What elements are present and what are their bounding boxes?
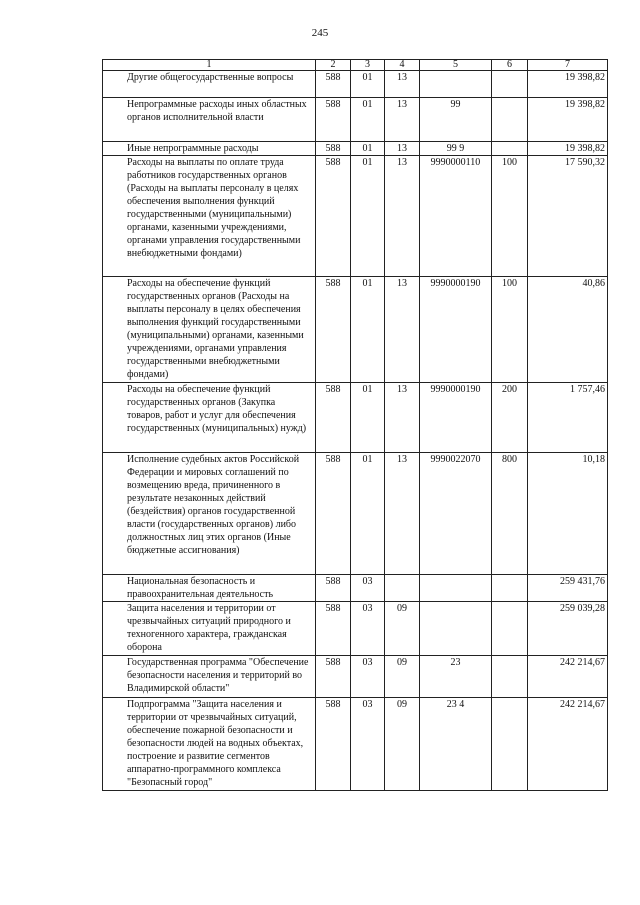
row-col3: 03	[351, 698, 385, 791]
row-col7: 1 757,46	[528, 383, 608, 453]
row-col4: 09	[385, 656, 420, 698]
row-col2: 588	[316, 698, 351, 791]
row-col6: 800	[492, 453, 528, 575]
row-col4: 09	[385, 698, 420, 791]
row-col4: 13	[385, 98, 420, 142]
row-col6	[492, 698, 528, 791]
row-col2: 588	[316, 277, 351, 383]
row-col3: 01	[351, 142, 385, 156]
table-row	[103, 453, 608, 575]
row-col2: 588	[316, 453, 351, 575]
header-cell-5: 5	[420, 60, 492, 71]
row-col5: 23	[420, 656, 492, 698]
row-col7: 242 214,67	[528, 698, 608, 791]
row-name: Государственная программа "Обеспечение безопасности населения и территорий во Владимирской области"	[103, 656, 316, 698]
row-col6: 200	[492, 383, 528, 453]
row-col5: 9990000190	[420, 383, 492, 453]
header-cell-6: 6	[492, 60, 528, 71]
row-col5: 9990000190	[420, 277, 492, 383]
row-col7: 259 431,76	[528, 575, 608, 602]
row-col5: 99	[420, 98, 492, 142]
row-col7: 259 039,28	[528, 602, 608, 656]
row-name: Защита населения и территории от чрезвычайных ситуаций природного и техногенного характера, гражданская оборона	[103, 602, 316, 656]
table-row	[103, 698, 608, 791]
table-row	[103, 142, 608, 156]
row-col4	[385, 575, 420, 602]
row-col6	[492, 142, 528, 156]
row-col3: 01	[351, 383, 385, 453]
page-number: 245	[311, 27, 329, 39]
row-col2: 588	[316, 156, 351, 277]
row-col3: 01	[351, 453, 385, 575]
row-name: Расходы на обеспечение функций государственных органов (Расходы на выплаты персоналу в целях обеспечения выполнения функций государственными (муниципальными) органами, казенными учреждениями, органами управления государственными внебюджетными фондами)	[103, 277, 316, 383]
row-col2: 588	[316, 142, 351, 156]
row-col2: 588	[316, 383, 351, 453]
row-col7: 19 398,82	[528, 142, 608, 156]
row-name: Национальная безопасность и правоохранительная деятельность	[103, 575, 316, 602]
row-col3: 01	[351, 277, 385, 383]
row-col6	[492, 71, 528, 98]
row-col4: 13	[385, 383, 420, 453]
row-col3: 01	[351, 71, 385, 98]
row-col4: 09	[385, 602, 420, 656]
header-cell-7: 7	[528, 60, 608, 71]
row-col6	[492, 656, 528, 698]
table-row	[103, 156, 608, 277]
row-col2: 588	[316, 575, 351, 602]
row-col7: 10,18	[528, 453, 608, 575]
table-row	[103, 383, 608, 453]
row-col7: 19 398,82	[528, 98, 608, 142]
row-col2: 588	[316, 602, 351, 656]
row-col2: 588	[316, 71, 351, 98]
row-name: Подпрограмма "Защита населения и территории от чрезвычайных ситуаций, обеспечение пожарной безопасности и безопасности людей на водных объектах, построение и развитие сегментов аппаратно-программного комплекса "Безопасный город"	[103, 698, 316, 791]
table-row	[103, 71, 608, 98]
table-row	[103, 277, 608, 383]
row-col5	[420, 71, 492, 98]
row-col3: 01	[351, 156, 385, 277]
row-col5: 23 4	[420, 698, 492, 791]
header-cell-1: 1	[103, 60, 316, 71]
row-col5: 99 9	[420, 142, 492, 156]
table-header-row	[103, 60, 608, 71]
row-col5: 9990000110	[420, 156, 492, 277]
header-cell-3: 3	[351, 60, 385, 71]
row-col4: 13	[385, 156, 420, 277]
row-col6	[492, 575, 528, 602]
row-col4: 13	[385, 71, 420, 98]
row-name: Непрограммные расходы иных областных органов исполнительной власти	[103, 98, 316, 142]
header-cell-4: 4	[385, 60, 420, 71]
row-col7: 242 214,67	[528, 656, 608, 698]
table-row	[103, 98, 608, 142]
row-col6	[492, 602, 528, 656]
row-col6: 100	[492, 277, 528, 383]
row-col7: 17 590,32	[528, 156, 608, 277]
budget-table	[102, 59, 608, 791]
table-row	[103, 575, 608, 602]
row-name: Расходы на обеспечение функций государственных органов (Закупка товаров, работ и услуг для обеспечения государственных (муниципальных) нужд)	[103, 383, 316, 453]
row-col2: 588	[316, 98, 351, 142]
row-col5: 9990022070	[420, 453, 492, 575]
row-col5	[420, 575, 492, 602]
row-col5	[420, 602, 492, 656]
table-row	[103, 656, 608, 698]
row-col3: 03	[351, 602, 385, 656]
row-name: Другие общегосударственные вопросы	[103, 71, 316, 98]
row-name: Исполнение судебных актов Российской Федерации и мировых соглашений по возмещению вреда, причиненного в результате незаконных действий (бездействия) органов государственной власти (государственных органов) либо должностных лиц этих органов (Иные бюджетные ассигнования)	[103, 453, 316, 575]
row-col4: 13	[385, 453, 420, 575]
row-name: Расходы на выплаты по оплате труда работников государственных органов (Расходы на выплаты персоналу в целях обеспечения выполнения функций государственными (муниципальными) органами, казенными учреждениями, органами управления государственными внебюджетными фондами)	[103, 156, 316, 277]
row-col7: 40,86	[528, 277, 608, 383]
header-cell-2: 2	[316, 60, 351, 71]
row-col4: 13	[385, 142, 420, 156]
row-col2: 588	[316, 656, 351, 698]
table-row	[103, 602, 608, 656]
row-col7: 19 398,82	[528, 71, 608, 98]
row-col6: 100	[492, 156, 528, 277]
row-col3: 03	[351, 656, 385, 698]
row-col6	[492, 98, 528, 142]
row-name: Иные непрограммные расходы	[103, 142, 316, 156]
row-col3: 03	[351, 575, 385, 602]
row-col3: 01	[351, 98, 385, 142]
row-col4: 13	[385, 277, 420, 383]
